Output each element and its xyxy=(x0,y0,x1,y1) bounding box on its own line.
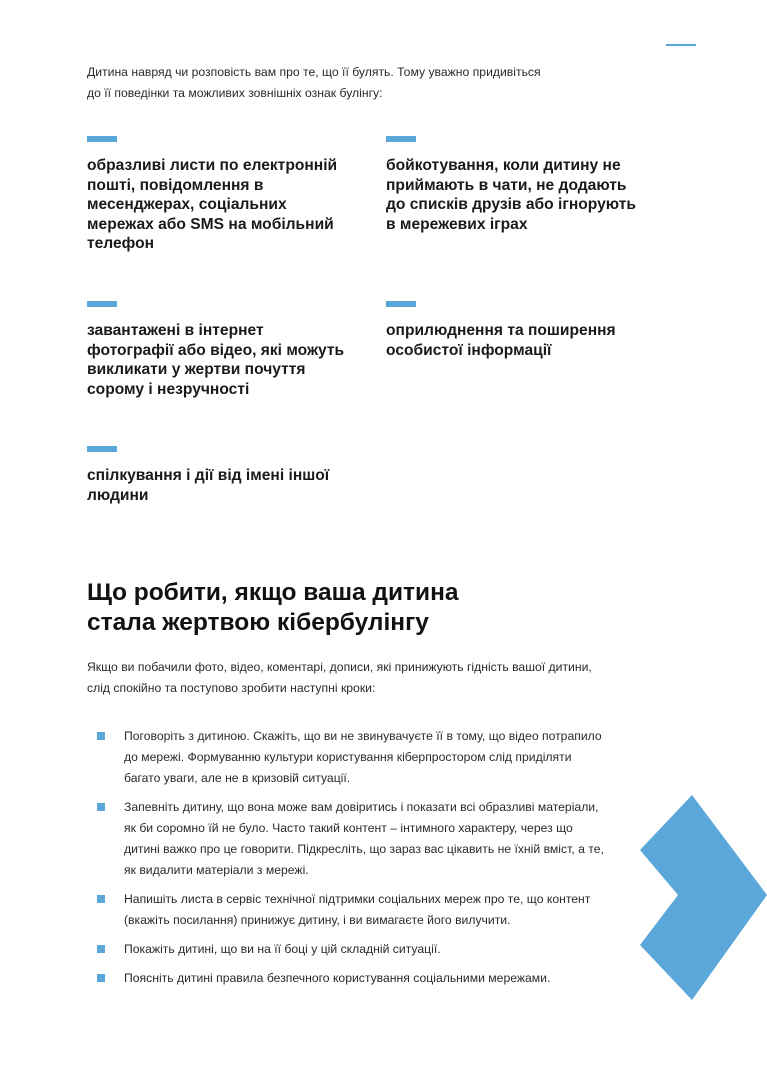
sign-accent-bar xyxy=(87,446,117,452)
sign-line: до списків друзів або ігнорують xyxy=(386,196,636,214)
sign-accent-bar xyxy=(386,136,416,142)
section-heading-line: стала жертвою кібербулінгу xyxy=(87,608,429,636)
sign-line: фотографії або відео, які можуть xyxy=(87,341,345,359)
sign-line: завантажені в інтернет xyxy=(87,322,264,339)
intro-line: Дитина навряд чи розповість вам про те, що її булять. Тому уважно придивіться xyxy=(87,65,541,79)
square-bullet-icon xyxy=(97,945,105,953)
sign-text xyxy=(386,156,666,234)
step-line: (вкажіть посилання) принижує дитину, і ви вимагаєте його вилучити. xyxy=(124,913,511,927)
sign-item xyxy=(386,136,666,234)
step-line: як би соромно їй не було. Часто такий контент – інтимного характеру, через що xyxy=(124,821,573,835)
sign-line: спілкування і дії від імені іншої xyxy=(87,467,330,484)
sign-text xyxy=(87,466,367,505)
sign-line: приймають в чати, не додають xyxy=(386,176,627,194)
step-line: Запевніть дитину, що вона може вам довіритись і показати всі образливі матеріали, xyxy=(124,800,599,814)
sign-item xyxy=(87,446,367,505)
sign-line: образливі листи по електронній xyxy=(87,157,338,174)
lead-line: слід спокійно та поступово зробити наступні кроки: xyxy=(87,681,376,695)
step-item xyxy=(97,797,687,881)
section-heading xyxy=(87,578,647,637)
lead-line: Якщо ви побачили фото, відео, коментарі, дописи, які принижують гідність вашої дитини, xyxy=(87,660,592,674)
top-accent-dash xyxy=(666,44,696,46)
sign-accent-bar xyxy=(87,136,117,142)
lead-paragraph xyxy=(87,657,707,699)
step-item xyxy=(97,939,687,960)
step-line: до мережі. Формуванню культури користування кіберпростором слід приділяти xyxy=(124,750,572,764)
sign-line: людини xyxy=(87,486,149,504)
sign-line: бойкотування, коли дитину не xyxy=(386,157,621,174)
sign-line: пошті, повідомлення в xyxy=(87,176,264,194)
sign-item xyxy=(87,136,367,254)
sign-accent-bar xyxy=(386,301,416,307)
step-line: Поясніть дитині правила безпечного користування соціальними мережами. xyxy=(124,971,551,985)
sign-line: оприлюднення та поширення xyxy=(386,322,616,339)
sign-line: викликати у жертви почуття xyxy=(87,361,306,379)
square-bullet-icon xyxy=(97,803,105,811)
section-heading-line: Що робити, якщо ваша дитина xyxy=(87,579,459,606)
sign-text xyxy=(87,321,367,399)
step-item xyxy=(97,726,687,789)
step-line: як видалити матеріали з мережі. xyxy=(124,863,309,877)
step-line: багато уваги, але не в кризовій ситуації. xyxy=(124,771,351,785)
sign-item xyxy=(87,301,367,399)
step-item xyxy=(97,889,687,931)
sign-line: мережах або SMS на мобільний xyxy=(87,215,334,233)
square-bullet-icon xyxy=(97,974,105,982)
chevron-right-icon xyxy=(640,795,767,1000)
intro-line: до її поведінки та можливих зовнішніх ознак булінгу: xyxy=(87,86,383,100)
sign-line: месенджерах, соціальних xyxy=(87,196,287,214)
sign-text xyxy=(386,321,666,360)
step-line: Напишіть листа в сервіс технічної підтримки соціальних мереж про те, що контент xyxy=(124,892,591,906)
sign-line: телефон xyxy=(87,235,155,253)
sign-line: в мережевих іграх xyxy=(386,215,528,233)
square-bullet-icon xyxy=(97,732,105,740)
sign-accent-bar xyxy=(87,301,117,307)
step-item xyxy=(97,968,687,989)
square-bullet-icon xyxy=(97,895,105,903)
steps-list xyxy=(97,726,687,997)
sign-line: особистої інформації xyxy=(386,341,552,359)
intro-paragraph xyxy=(87,62,687,104)
step-line: Поговоріть з дитиною. Скажіть, що ви не звинувачуєте її в тому, що відео потрапило xyxy=(124,729,602,743)
sign-text xyxy=(87,156,367,254)
step-line: дитині важко про це говорити. Підкресліть, що зараз вас цікавить не їхній вміст, а те, xyxy=(124,842,604,856)
sign-item xyxy=(386,301,666,360)
step-line: Покажіть дитині, що ви на її боці у цій складній ситуації. xyxy=(124,942,441,956)
sign-line: сорому і незручності xyxy=(87,380,250,398)
